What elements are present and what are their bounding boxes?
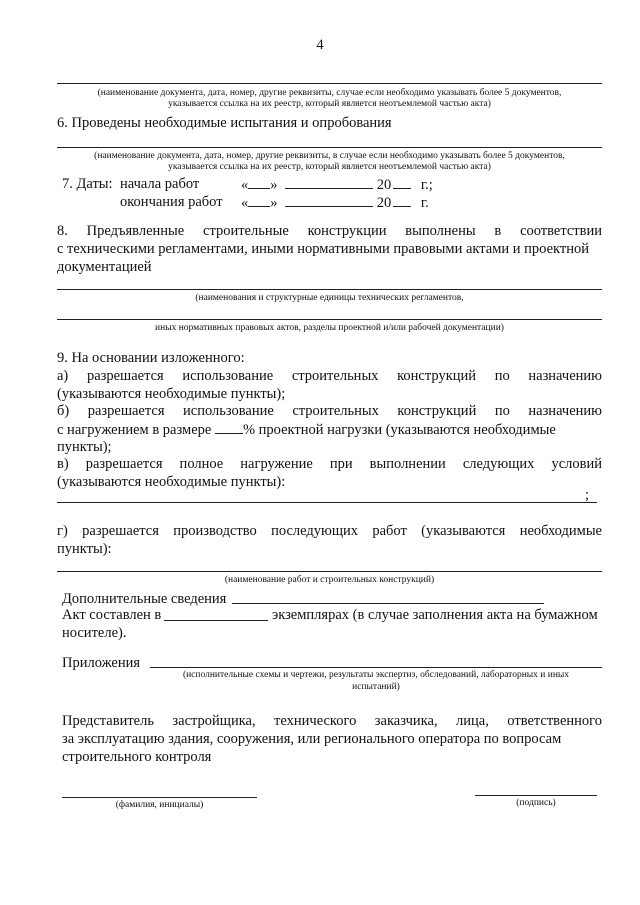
- attachments-caption-2: испытаний): [352, 682, 400, 692]
- act-copies-pre: Акт составлен в: [62, 607, 162, 623]
- load-percent-field[interactable]: [215, 420, 243, 434]
- act-copies-line-2: носителе).: [62, 625, 127, 641]
- sec7-label: 7. Даты:: [62, 176, 113, 192]
- quote-close: »: [270, 195, 278, 211]
- sec8-line-3: документацией: [57, 259, 152, 275]
- document-line-sec5: [57, 83, 602, 84]
- sec9-b-line-1: б) разрешается использование строительных конструкций по назначению: [57, 403, 602, 419]
- signature-field[interactable]: [475, 795, 597, 796]
- sec8-caption-2: иных нормативных правовых актов, разделы проектной и/или рабочей документации): [155, 323, 504, 333]
- sec8-caption-1: (наименования и структурные единицы технических регламентов,: [195, 293, 464, 303]
- load-text-pre: с нагружением в размере: [57, 422, 212, 438]
- start-year-field[interactable]: [393, 175, 411, 189]
- year-prefix: 20: [376, 195, 392, 211]
- end-date-row: [241, 193, 429, 212]
- start-date-row: [241, 175, 433, 194]
- document-line-sec6: [57, 147, 602, 148]
- attachments-field[interactable]: [150, 667, 602, 668]
- sec9-g-line-2: пункты):: [57, 541, 112, 557]
- year-suffix: г.;: [420, 177, 433, 193]
- conditions-semicolon: ;: [585, 487, 590, 503]
- sec5-caption-2: указывается ссылка на их реестр, который является неотъемлемой частью акта): [168, 99, 491, 109]
- name-field[interactable]: [62, 797, 257, 798]
- sec9-a-line-1: а) разрешается использование строительных конструкций по назначению: [57, 368, 602, 384]
- sec5-caption-1: (наименование документа, дата, номер, другие реквизиты, случае если необходимо указывать более 5 документов,: [97, 88, 562, 98]
- sec9-v-line-2: (указываются необходимые пункты):: [57, 474, 286, 490]
- representative-line-3: строительного контроля: [62, 749, 212, 765]
- start-day-field[interactable]: [248, 175, 270, 189]
- sec9-b-line-3: пункты);: [57, 439, 112, 455]
- act-copies-field[interactable]: [164, 620, 268, 621]
- quote-close: »: [270, 177, 278, 193]
- sec6-caption-1: (наименование документа, дата, номер, другие реквизиты, в случае если необходимо указывать более 5 документов,: [94, 151, 565, 161]
- page-number: 4: [316, 37, 324, 53]
- representative-line-1: Представитель застройщика, технического заказчика, лица, ответственного: [62, 713, 602, 729]
- document-line-sec8-2: [57, 319, 602, 320]
- sec6-caption-2: указывается ссылка на их реестр, который является неотъемлемой частью акта): [168, 162, 491, 172]
- document-line-works: [57, 571, 602, 572]
- year-suffix: г.: [420, 195, 429, 211]
- start-date-label: начала работ: [120, 176, 200, 192]
- year-prefix: 20: [376, 177, 392, 193]
- sec8-line-1: 8. Предъявленные строительные конструкции выполнены в соответствии: [57, 223, 602, 239]
- sec9-a-line-2: (указываются необходимые пункты);: [57, 386, 286, 402]
- sec9-v-line-1: в) разрешается полное нагружение при выполнении следующих условий: [57, 456, 602, 472]
- document-line-sec8-1: [57, 289, 602, 290]
- end-day-field[interactable]: [248, 193, 270, 207]
- load-text-post: % проектной нагрузки (указываются необходимые: [242, 422, 556, 438]
- conditions-line: [57, 502, 597, 503]
- representative-line-2: за эксплуатацию здания, сооружения, или регионального оператора по вопросам: [62, 731, 562, 747]
- quote-open: «: [241, 177, 249, 193]
- sec9-title: 9. На основании изложенного:: [57, 350, 245, 366]
- signature-caption: (подпись): [516, 798, 556, 808]
- end-month-field[interactable]: [285, 193, 373, 207]
- sec6-title: 6. Проведены необходимые испытания и опробования: [57, 115, 392, 131]
- end-year-field[interactable]: [393, 193, 411, 207]
- attachments-caption-1: (исполнительные схемы и чертежи, результаты экспертиз, обследований, лабораторных и иных: [182, 670, 570, 680]
- additional-info-field[interactable]: [232, 603, 544, 604]
- sec9-b-line-2: [57, 420, 602, 439]
- sec8-line-2: с техническими регламентами, иными нормативными правовыми актами и проектной: [57, 241, 589, 257]
- attachments-label: Приложения: [62, 655, 141, 671]
- act-copies-post: экземплярах (в случае заполнения акта на бумажном: [272, 607, 598, 623]
- additional-info-label: Дополнительные сведения: [62, 591, 227, 607]
- quote-open: «: [241, 195, 249, 211]
- sec9-g-caption: (наименование работ и строительных конструкций): [224, 575, 435, 585]
- start-month-field[interactable]: [285, 175, 373, 189]
- end-date-label: окончания работ: [120, 194, 223, 210]
- sec9-g-line-1: г) разрешается производство последующих работ (указываются необходимые: [57, 523, 602, 539]
- name-caption: (фамилия, инициалы): [115, 800, 204, 810]
